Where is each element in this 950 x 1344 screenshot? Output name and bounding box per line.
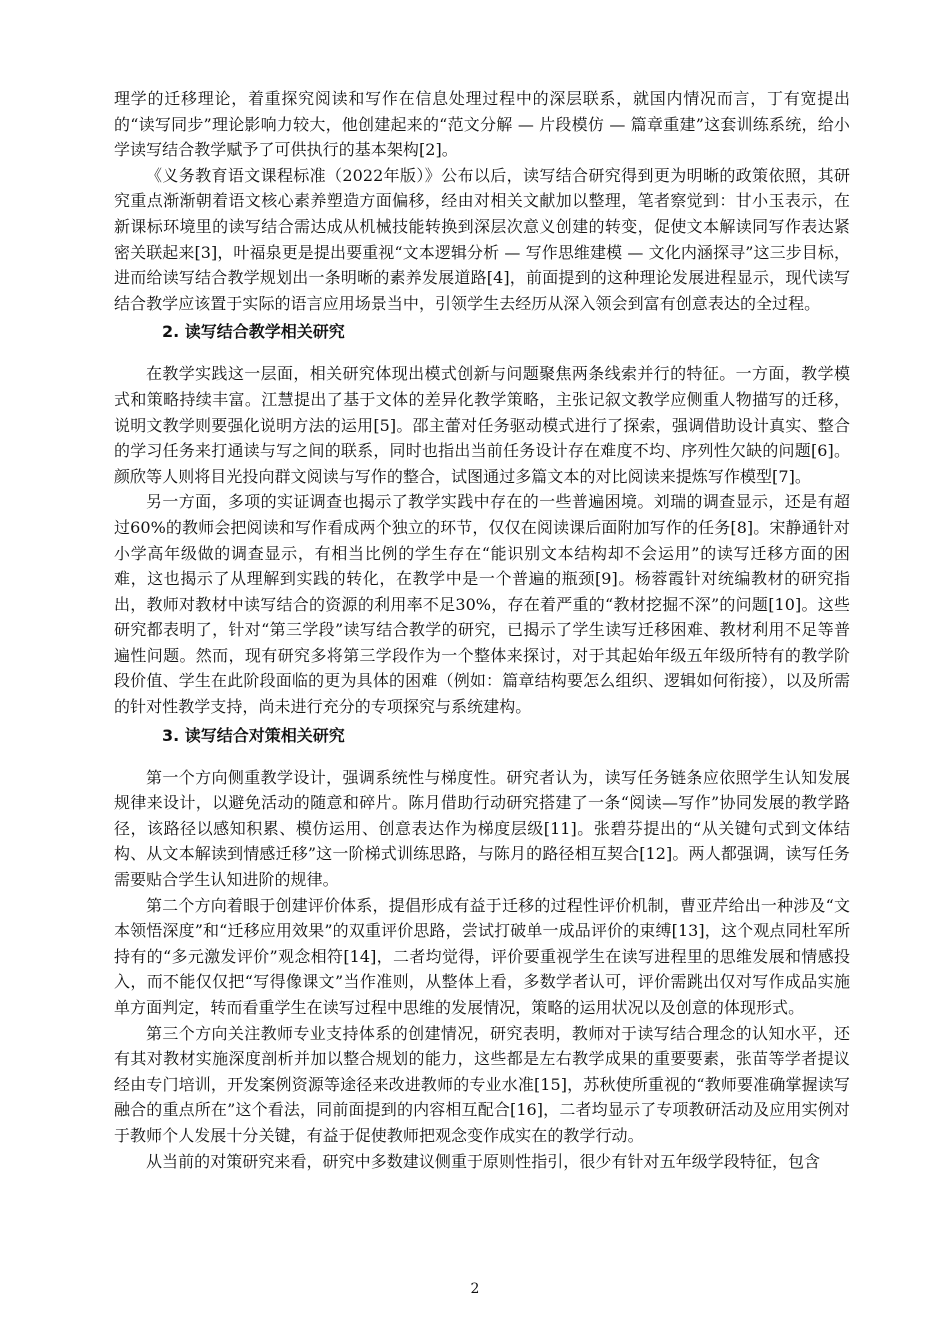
paragraph-5: 第一个方向侧重教学设计，强调系统性与梯度性。研究者认为，读写任务链条应依照学生认知发展规律来设计，以避免活动的随意和碎片。陈月借助行动研究搭建了一条“阅读—写作”协同发展的教学路径，该路径以感知积累、模仿运用、创意表达作为梯度层级[11]。张碧芬提出的“从关键句式到文体结构、从文本解读到情感迁移”这一阶梯式训练思路，与陈月的路径相互契合[12]。两人都强调，读写任务需要贴合学生认知进阶的规律。 [114,767,850,890]
page-number: 2 [470,1281,480,1297]
paragraph-2: 《义务教育语文课程标准（2022年版）》公布以后，读写结合研究得到更为明晰的政策依照，其研究重点渐渐朝着语文核心素养塑造方面偏移，经由对相关文献加以整理，笔者察觉到：甘小玉表示，在新课标环境里的读写结合需达成从机械技能转换到深层次意义创建的转变，促使文本解读同写作表达紧密关联起来[3]，叶福泉更是提出要重视“文本逻辑分析 — 写作思维建模 — 文化内涵探寻”这三步目标，进而给读写结合教学规划出一条明晰的素养发展道路[4]，前面提到的这种理论发展进程显示，现代读写结合教学应该置于实际的语言应用场景当中，引领学生去经历从深入领会到富有创意表达的全过程。 [114,165,850,313]
article-body [114,86,850,1174]
section-heading-3: 3. 读写结合对策相关研究 [162,725,345,745]
paragraph-8: 从当前的对策研究来看，研究中多数建议侧重于原则性指引，很少有针对五年级学段特征，包含 [146,1151,821,1171]
paragraph-7: 第三个方向关注教师专业支持体系的创建情况，研究表明，教师对于读写结合理念的认知水平，还有其对教材实施深度剖析并加以整合规划的能力，这些都是左右教学成果的重要要素，张苗等学者提议经由专门培训，开发案例资源等途径来改进教师的专业水准[15]，苏秋使所重视的“教师要准确掌握读写融合的重点所在”这个看法，同前面提到的内容相互配合[16]，二者均显示了专项教研活动及应用实例对于教师个人发展十分关键，有益于促使教师把观念变作成实在的教学行动。 [114,1023,850,1145]
paragraph-4: 另一方面，多项的实证调查也揭示了教学实践中存在的一些普遍困境。刘瑞的调查显示，还是有超过60%的教师会把阅读和写作看成两个独立的环节，仅仅在阅读课后面附加写作的任务[8]。宋静通针对小学高年级做的调查显示，有相当比例的学生存在“能识别文本结构却不会运用”的读写迁移方面的困难，这也揭示了从理解到实践的转化，在教学中是一个普遍的瓶颈[9]。杨蓉霞针对统编教材的研究指出，教师对教材中读写结合的资源的利用率不足30%，存在着严重的“教材挖掘不深”的问题[10]。这些研究都表明了，针对“第三学段”读写结合教学的研究，已揭示了学生读写迁移困难、教材利用不足等普遍性问题。然而，现有研究多将第三学段作为一个整体来探讨，对于其起始年级五年级所特有的教学阶段价值、学生在此阶段面临的更为具体的困难（例如：篇章结构要怎么组织、逻辑如何衔接），以及所需的针对性教学支持，尚未进行充分的专项探究与系统建构。 [114,492,850,717]
section-heading-2: 2. 读写结合教学相关研究 [162,322,345,342]
paragraph-1: 理学的迁移理论，着重探究阅读和写作在信息处理过程中的深层联系，就国内情况而言，丁有宽提出的“读写同步”理论影响力较大，他创建起来的“范文分解 — 片段模仿 — 篇章重建”这套训练系统，给小学读写结合教学赋予了可供执行的基本架构[2]。 [114,89,850,160]
paragraph-6: 第二个方向着眼于创建评价体系，提倡形成有益于迁移的过程性评价机制，曹亚芹给出一种涉及“文本领悟深度”和“迁移应用效果”的双重评价思路，尝试打破单一成品评价的束缚[13]，这个观点同杜军所持有的“多元激发评价”观念相符[14]，二者均觉得，评价要重视学生在读写进程里的思维发展和情感投入，而不能仅仅把“写得像课文”当作准则，从整体上看，多数学者认可，评价需跳出仅对写作成品实施单方面判定，转而看重学生在读写过程中思维的发展情况，策略的运用状况以及创意的体现形式。 [114,895,850,1017]
paragraph-3: 在教学实践这一层面，相关研究体现出模式创新与问题聚焦两条线索并行的特征。一方面，教学模式和策略持续丰富。江慧提出了基于文体的差异化教学策略，主张记叙文教学应侧重人物描写的迁移，说明文教学则要强化说明方法的运用[5]。邵主蕾对任务驱动模式进行了探索，强调借助设计真实、整合的学习任务来打通读与写之间的联系，同时也指出当前任务设计存在难度不均、序列性欠缺的问题[6]。颜欣等人则将目光投向群文阅读与写作的整合，试图通过多篇文本的对比阅读来提炼写作模型[7]。 [114,364,850,486]
